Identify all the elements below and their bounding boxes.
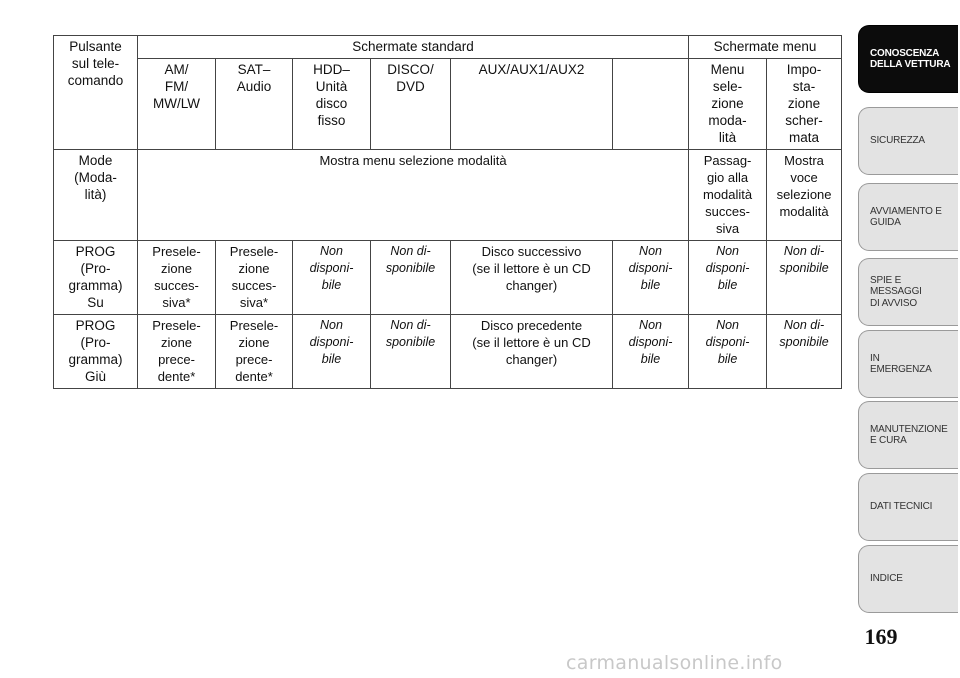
table-cell: Non di- sponibile	[767, 315, 842, 389]
table-cell: Non disponi- bile	[689, 241, 767, 315]
subheader-sat-audio: SAT– Audio	[216, 59, 293, 150]
row-mode-button: Mode (Moda- lità)	[54, 150, 138, 241]
table-subheader-row	[54, 59, 842, 150]
subheader-empty	[613, 59, 689, 150]
header-standard-screens: Schermate standard	[138, 36, 689, 59]
tab-conoscenza-vettura[interactable]: CONOSCENZA DELLA VETTURA	[858, 25, 958, 93]
row-mode-menu1: Passag- gio alla modalità succes- siva	[689, 150, 767, 241]
row-mode-menu2: Mostra voce selezione modalità	[767, 150, 842, 241]
subheader-am-fm: AM/ FM/ MW/LW	[138, 59, 216, 150]
table-cell: Non di- sponibile	[767, 241, 842, 315]
subheader-screen-settings: Impo- sta- zione scher- mata	[767, 59, 842, 150]
table-cell: Presele- zione prece- dente*	[138, 315, 216, 389]
tab-sicurezza[interactable]: SICUREZZA	[858, 107, 958, 175]
table-cell: Non disponi- bile	[613, 315, 689, 389]
tab-dati-tecnici[interactable]: DATI TECNICI	[858, 473, 958, 541]
table-cell: Disco successivo (se il lettore è un CD changer)	[451, 241, 613, 315]
row-up-button: PROG (Pro- gramma) Su	[54, 241, 138, 315]
table-row-mode	[54, 150, 842, 241]
table-cell: Non disponi- bile	[293, 315, 371, 389]
page-number: 169	[864, 624, 898, 649]
table-cell: Non disponi- bile	[689, 315, 767, 389]
table-cell: Presele- zione prece- dente*	[216, 315, 293, 389]
header-button: Pulsante sul tele- comando	[54, 36, 138, 150]
table-cell: Non di- sponibile	[371, 241, 451, 315]
tab-manutenzione[interactable]: MANUTENZIONE E CURA	[858, 401, 958, 469]
tab-avviamento-guida[interactable]: AVVIAMENTO E GUIDA	[858, 183, 958, 251]
table-cell: Presele- zione succes- siva*	[138, 241, 216, 315]
tab-emergenza[interactable]: IN EMERGENZA	[858, 330, 958, 398]
chapter-tabs	[858, 25, 960, 631]
table-row-prog-up	[54, 241, 842, 315]
remote-control-table	[53, 35, 842, 389]
table-cell: Presele- zione succes- siva*	[216, 241, 293, 315]
table-cell: Non disponi- bile	[293, 241, 371, 315]
header-menu-screens: Schermate menu	[689, 36, 842, 59]
subheader-aux: AUX/AUX1/AUX2	[451, 59, 613, 150]
table-cell: Disco precedente (se il lettore è un CD changer)	[451, 315, 613, 389]
row-down-button: PROG (Pro- gramma) Giù	[54, 315, 138, 389]
subheader-hdd: HDD– Unità disco fisso	[293, 59, 371, 150]
table-row-prog-down	[54, 315, 842, 389]
table-cell: Non di- sponibile	[371, 315, 451, 389]
subheader-disco-dvd: DISCO/ DVD	[371, 59, 451, 150]
tab-spie-messaggi[interactable]: SPIE E MESSAGGI DI AVVISO	[858, 258, 958, 326]
tab-indice[interactable]: INDICE	[858, 545, 958, 613]
row-mode-standard: Mostra menu selezione modalità	[138, 150, 689, 241]
watermark: carmanualsonline.info	[566, 652, 783, 674]
subheader-mode-menu: Menu sele- zione moda- lità	[689, 59, 767, 150]
table-cell: Non disponi- bile	[613, 241, 689, 315]
table-header-row	[54, 36, 842, 59]
